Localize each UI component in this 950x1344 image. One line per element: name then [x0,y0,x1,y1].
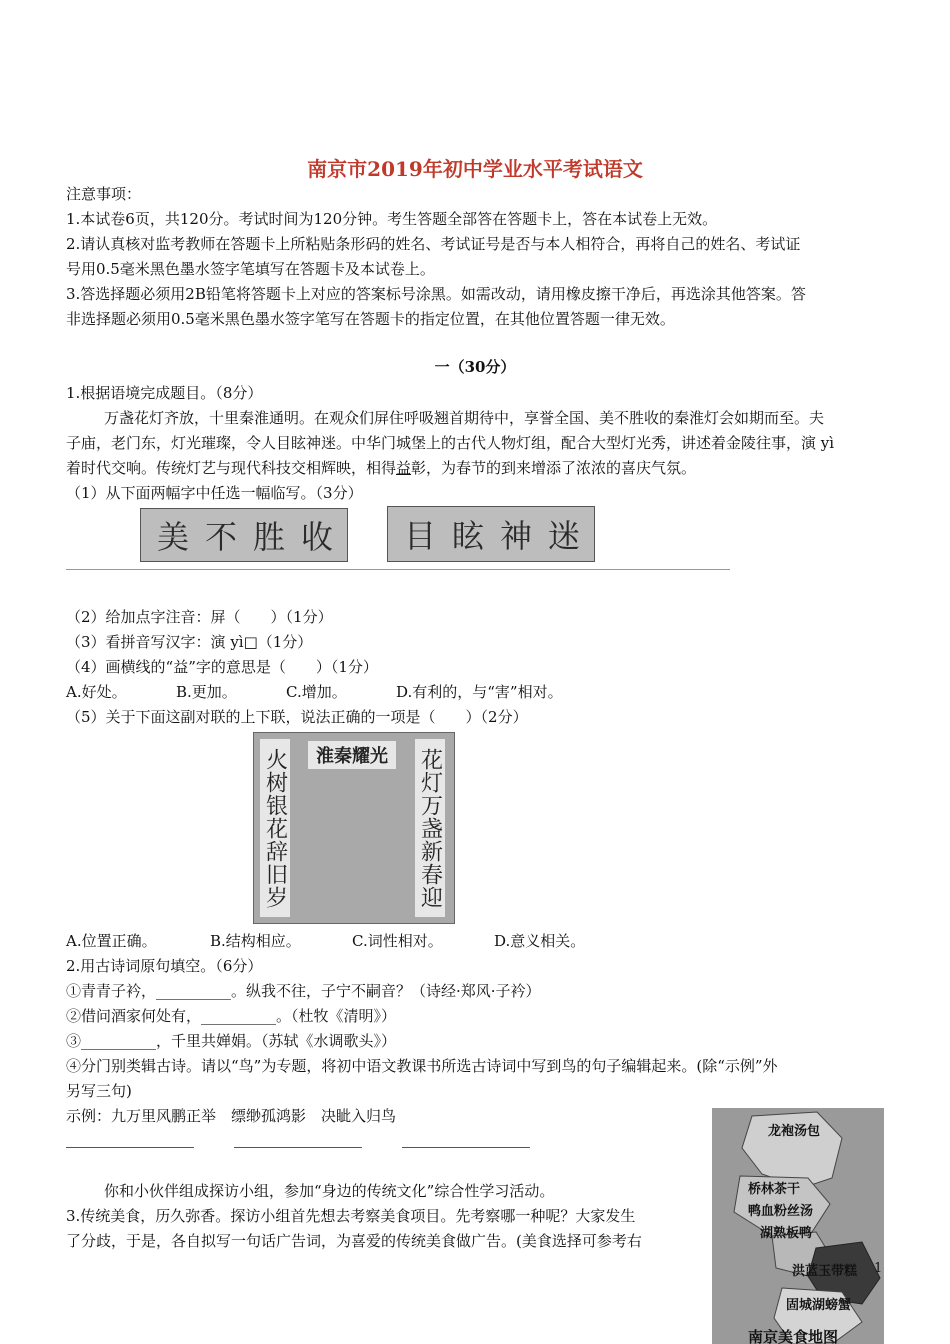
q1-s5-option-d: D.意义相关。 [494,932,586,950]
map-label: 洪蓝玉带糕 [792,1264,858,1279]
calligraphy-char: 迷 [547,517,580,555]
activity-intro: 你和小伙伴组成探访小组，参加“身边的传统文化”综合性学习活动。 [104,1182,555,1200]
page-title: 南京市2019年初中学业水平考试语文 [307,157,643,181]
calligraphy-char: 胜 [252,518,285,556]
notice-line-2b: 号用0.5毫米黑色墨水签字笔填写在答题卡及本试卷上。 [66,260,435,278]
q2-item-2: ②借问酒家何处有，__________。（杜牧《清明》） [66,1007,397,1025]
q1-passage-line-1: 万盏花灯齐放，十里秦淮通明。在观众们屏住呼吸翘首期待中，享誉全国、美不胜收的秦淮灯会如期而至。夫 [104,409,825,427]
map-label: 湖熟板鸭 [760,1226,813,1241]
q1-sub-1: （1）从下面两幅字中任选一幅临写。（3分） [66,484,363,502]
notice-line-3b: 非选择题必须用0.5毫米黑色墨水签字笔写在答题卡的指定位置，在其他位置答题一律无效。 [66,310,675,328]
answer-line [66,569,730,570]
calligraphy-sample-1 [140,508,348,562]
page-number: 1 [874,1261,883,1276]
q1-s4-option-c: C.增加。 [286,683,347,701]
calligraphy-char: 不 [204,518,237,556]
q1-s5-option-b: B.结构相应。 [210,932,301,950]
q3-line-2: 了分歧，于是，各自拟写一句话广告词，为喜爱的传统美食做广告。(美食选择可参考右 [66,1232,642,1250]
map-label: 龙袍汤包 [768,1124,821,1139]
map-label: 固城湖螃蟹 [786,1298,852,1313]
answer-blank [402,1147,530,1148]
couplet-right-scroll: 花灯万盏新春迎 [415,739,445,917]
q1-stem: 1.根据语境完成题目。（8分） [66,384,263,402]
couplet-left-scroll: 火树银花辞旧岁 [260,739,290,917]
q3-line-1: 3.传统美食，历久弥香。探访小组首先想去考察美食项目。先考察哪一种呢？大家发生 [66,1207,636,1225]
calligraphy-char: 美 [156,518,189,556]
q1-s5-option-a: A.位置正确。 [66,932,157,950]
q1-sub-4: （4）画横线的“益”字的意思是（ ）（1分） [66,658,378,676]
q1-sub-2: （2）给加点字注音：屏（ ）（1分） [66,608,333,626]
calligraphy-char: 目 [403,517,436,555]
answer-blank [234,1147,362,1148]
food-map-image [712,1108,884,1344]
section-heading: 一（30分） [434,358,516,376]
notice-heading: 注意事项： [66,185,142,203]
q1-s4-option-a: A.好处。 [66,683,127,701]
couplet-image [253,732,455,924]
q2-item-1: ①青青子衿，__________。纵我不往，子宁不嗣音？（诗经·郑风·子衿） [66,982,541,1000]
couplet-horizontal-scroll: 淮秦耀光 [308,741,396,769]
q2-example: 示例：九万里风鹏正举 缥缈孤鸿影 决眦入归鸟 [66,1107,397,1125]
q1-s4-option-b: B.更加。 [176,683,237,701]
calligraphy-char: 神 [499,517,532,555]
q2-stem: 2.用古诗词原句填空。（6分） [66,957,263,975]
calligraphy-char: 眩 [451,517,484,555]
q1-sub-3: （3）看拼音写汉字：演 yì□（1分） [66,633,313,651]
q2-item-4a: ④分门别类辑古诗。请以“鸟”为专题，将初中语文教课书所选古诗词中写到鸟的句子编辑起来。(除“示例”外 [66,1057,778,1075]
q1-passage-line-2: 子庙，老门东，灯光璀璨，令人目眩神迷。中华门城堡上的古代人物灯组，配合大型灯光秀，讲述着金陵往事，演 yì [66,434,835,452]
map-label: 桥林茶干 [748,1182,801,1197]
q1-sub-5: （5）关于下面这副对联的上下联，说法正确的一项是（ ）（2分） [66,708,528,726]
notice-line-3a: 3.答选择题必须用2B铅笔将答题卡上对应的答案标号涂黑。如需改动，请用橡皮擦干净后，再选涂其他答案。答 [66,285,806,303]
q1-s4-option-d: D.有利的，与“害”相对。 [396,683,563,701]
notice-line-1: 1.本试卷6页，共120分。考试时间为120分钟。考生答题全部答在答题卡上，答在本试卷上无效。 [66,210,718,228]
underlined-char: 益 [396,459,412,477]
notice-line-2a: 2.请认真核对监考教师在答题卡上所粘贴条形码的姓名、考试证号是否与本人相符合，再将自己的姓名、考试证 [66,235,801,253]
map-caption: 南京美食地图 [748,1328,839,1344]
calligraphy-char: 收 [300,518,333,556]
q2-item-4b: 另写三句) [66,1082,132,1100]
calligraphy-sample-2 [387,506,595,562]
map-label: 鸭血粉丝汤 [748,1204,814,1219]
q1-s5-option-c: C.词性相对。 [352,932,443,950]
q1-passage-line-3: 着时代交响。传统灯艺与现代科技交相辉映，相得益彰，为春节的到来增添了浓浓的喜庆气氛。 [66,459,697,477]
q2-item-3: ③__________，千里共婵娟。（苏轼《水调歌头》） [66,1032,397,1050]
answer-blank [66,1147,194,1148]
